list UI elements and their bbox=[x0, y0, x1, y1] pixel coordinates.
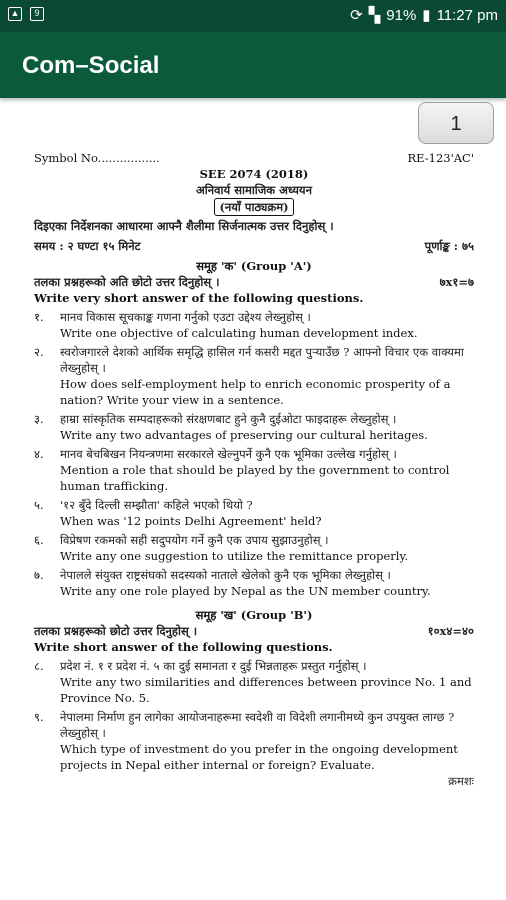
question-text-np: विप्रेषण रकमको सही सदुपयोग गर्ने कुनै एक उपाय सुझाउनुहोस् । bbox=[60, 533, 329, 547]
question-number: ८. bbox=[34, 659, 44, 673]
question bbox=[34, 446, 474, 494]
group-b-instruction-np: तलका प्रश्नहरूको छोटो उत्तर दिनुहोस् । bbox=[34, 624, 198, 638]
group-a-marks: ७x१=७ bbox=[439, 275, 474, 289]
question-text-en: When was '12 points Delhi Agreement' held? bbox=[60, 514, 322, 528]
general-instruction: दिइएका निर्देशनका आधारमा आफ्नै शैलीमा सिर्जनात्मक उत्तर दिनुहोस् । bbox=[34, 219, 334, 233]
battery-level: 91% bbox=[386, 6, 417, 24]
question-number: ५. bbox=[34, 498, 44, 512]
question-number: ९. bbox=[34, 710, 44, 724]
question-text-en: Write any two similarities and differences between province No. 1 and Province No. 5. bbox=[60, 675, 472, 705]
question-number: ६. bbox=[34, 533, 44, 547]
question-number: १. bbox=[34, 310, 44, 324]
question-text-np: मानव विकास सूचकाङ्क गणना गर्नुको एउटा उद्देश्य लेख्नुहोस् । bbox=[60, 310, 311, 324]
symbol-number: Symbol No................. bbox=[34, 151, 160, 165]
group-a-title: समूह 'क' (Group 'A') bbox=[196, 259, 312, 273]
image-icon: ▲ bbox=[8, 7, 22, 21]
subject-title: अनिवार्य सामाजिक अध्ययन bbox=[196, 183, 312, 197]
question bbox=[34, 411, 474, 443]
question-text-np: नेपालले संयुक्त राष्ट्रसंघको सदस्यको नाताले खेलेको कुनै एक भूमिका लेख्नुहोस् । bbox=[60, 568, 391, 582]
question-text-en: Mention a role that should be played by the government to control human trafficking. bbox=[60, 463, 450, 493]
question-text-np: स्वरोजगारले देशको आर्थिक समृद्धि हासिल गर्न कसरी मद्दत पुऱ्याउँछ ? आफ्नो विचार एक वाक्यमा लेख्नुहोस् । bbox=[60, 345, 464, 375]
question bbox=[34, 309, 474, 341]
question-number: ७. bbox=[34, 568, 44, 582]
exam-document bbox=[34, 150, 474, 789]
question-text-en: Which type of investment do you prefer in the ongoing development projects in Nepal either internal or foreign? Evaluate. bbox=[60, 742, 458, 772]
question bbox=[34, 532, 474, 564]
app-bar bbox=[0, 32, 506, 98]
question-text-en: How does self-employment help to enrich economic prosperity of a nation? Write your view in a sentence. bbox=[60, 377, 451, 407]
gallery-icon: 9 bbox=[30, 7, 44, 21]
signal-icon: ▚ bbox=[368, 7, 381, 24]
group-a-instruction-en: Write very short answer of the following questions. bbox=[34, 291, 364, 305]
question bbox=[34, 658, 474, 706]
sync-icon: ⟳ bbox=[350, 7, 363, 24]
question-text-en: Write one objective of calculating human development index. bbox=[60, 326, 418, 340]
question-number: २. bbox=[34, 345, 44, 359]
group-b-instruction-en: Write short answer of the following questions. bbox=[34, 640, 333, 654]
question-number: ४. bbox=[34, 447, 44, 461]
question-text-en: Write any one suggestion to utilize the remittance properly. bbox=[60, 549, 409, 563]
question-text-np: मानव बेचबिखन नियन्त्रणमा सरकारले खेल्नुपर्ने कुनै एक भूमिका उल्लेख गर्नुहोस् । bbox=[60, 447, 397, 461]
status-bar bbox=[0, 0, 506, 32]
group-b-title: समूह 'ख' (Group 'B') bbox=[195, 608, 313, 622]
question bbox=[34, 497, 474, 529]
curriculum-label: (नयाँ पाठ्यक्रम) bbox=[214, 198, 293, 216]
continued-label: क्रमशः bbox=[448, 774, 474, 788]
question-text-np: नेपालमा निर्माण हुन लागेका आयोजनाहरूमा स्वदेशी वा विदेशी लगानीमध्ये कुन उपयुक्त लाग्छ ? लेख्नुहोस् । bbox=[60, 710, 455, 740]
clock: 11:27 pm bbox=[436, 6, 498, 24]
question-text-np: प्रदेश नं. १ र प्रदेश नं. ५ का दुई समानता र दुई भिन्नताहरू प्रस्तुत गर्नुहोस् । bbox=[60, 659, 367, 673]
page-number-button[interactable]: 1 bbox=[418, 102, 494, 144]
exam-title: SEE 2074 (2018) bbox=[199, 167, 309, 181]
question bbox=[34, 344, 474, 408]
question bbox=[34, 567, 474, 599]
group-a-instruction-np: तलका प्रश्नहरूको अति छोटो उत्तर दिनुहोस् । bbox=[34, 275, 220, 289]
question-text-en: Write any one role played by Nepal as the UN member country. bbox=[60, 584, 431, 598]
battery-icon: ▮ bbox=[422, 7, 431, 24]
question bbox=[34, 709, 474, 773]
question-text-en: Write any two advantages of preserving our cultural heritages. bbox=[60, 428, 428, 442]
question-number: ३. bbox=[34, 412, 44, 426]
full-marks: पूर्णाङ्क : ७५ bbox=[424, 239, 474, 253]
question-text-np: '१२ बुँदे दिल्ली सम्झौता' कहिले भएको थियो ? bbox=[60, 498, 253, 512]
question-text-np: हाम्रा सांस्कृतिक सम्पदाहरूको संरक्षणबाट हुने कुनै दुईओटा फाइदाहरू लेख्नुहोस् । bbox=[60, 412, 397, 426]
time-allowed: समय : २ घण्टा १५ मिनेट bbox=[34, 239, 141, 253]
app-title: Com–Social bbox=[22, 52, 160, 79]
exam-code: RE-123'AC' bbox=[407, 151, 474, 165]
group-b-marks: १०x४=४० bbox=[427, 624, 474, 638]
